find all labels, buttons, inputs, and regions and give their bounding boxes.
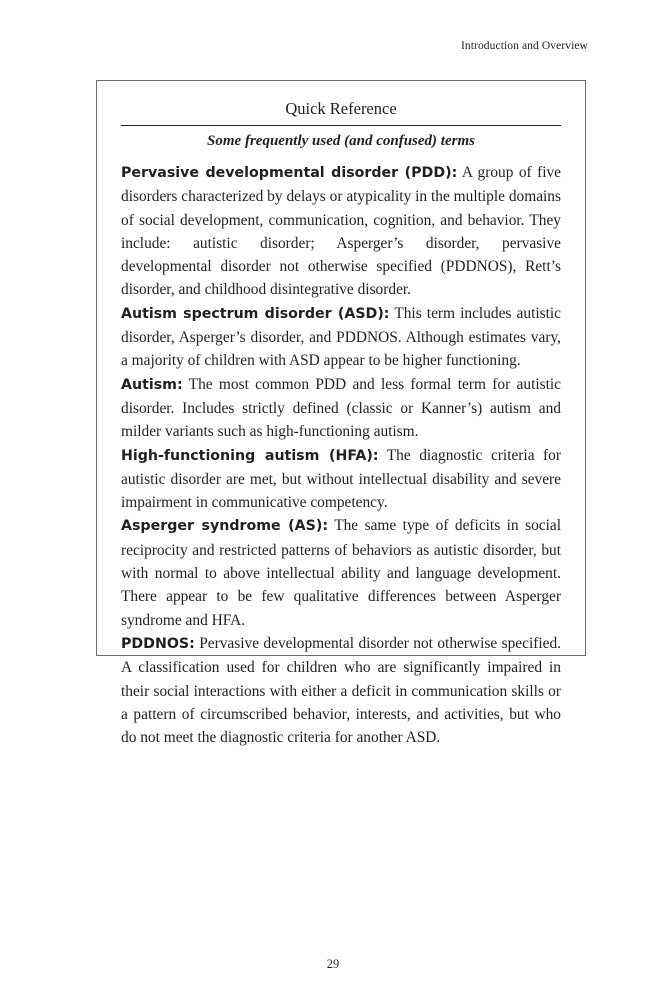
definition-hfa — [121, 444, 561, 515]
box-title: Quick Reference — [285, 99, 397, 118]
running-head: Introduction and Overview — [460, 40, 588, 52]
page-number: 29 — [326, 957, 340, 971]
definition-text-autism: The most common PDD and less formal term for autistic disorder. Includes strictly defined (classic or Kanner’s) autism and milder variants such as high-functioning autism. — [121, 375, 561, 441]
term-pddnos: PDDNOS: — [121, 635, 195, 652]
box-subtitle: Some frequently used (and confused) terms — [207, 133, 475, 149]
quick-reference-box — [96, 80, 586, 747]
term-pdd: Pervasive developmental disorder (PDD): — [121, 165, 458, 181]
definition-autism — [121, 373, 561, 444]
definition-as — [121, 514, 561, 631]
term-as: Asperger syndrome (AS): — [121, 518, 329, 535]
definition-asd — [121, 302, 561, 373]
definition-text-pddnos: Pervasive developmental disorder not otherwise specified. A classification used for children who are significantly impaired in their social interactions with either a deficit in communication skills or a pattern of circumscribed behavior, interests, and activities, but who do not meet the diagnostic criteria for another ASD. — [121, 634, 561, 747]
definition-pdd — [121, 161, 561, 302]
definition-text-hfa: The diagnostic criteria for autistic disorder are met, but without intellectual disability and severe impairment in communicative competency. — [121, 446, 561, 512]
title-rule — [121, 125, 561, 126]
definition-list — [121, 161, 561, 749]
term-asd: Autism spectrum disorder (ASD): — [121, 305, 390, 322]
definition-text-pdd: A group of five disorders characterized by delays or atypicality in the multiple domains of social development, communication, cognition, and behavior. They include: autistic disorder; Asperger’s disorder, pervasive developmental disorder not otherwise specified (PDDNOS), Rett’s disorder, and childhood disintegrative disorder. — [121, 164, 561, 299]
definition-pddnos — [121, 632, 561, 749]
term-hfa: High-functioning autism (HFA): — [121, 447, 379, 464]
definition-text-asd: This term includes autistic disorder, Asperger’s disorder, and PDDNOS. Although estimates vary, a majority of children with ASD appear to be higher functioning. — [121, 304, 561, 370]
definition-text-as: The same type of deficits in social reciprocity and restricted patterns of behaviors as autistic disorder, but with normal to above intellectual ability and language development. There appear to be few qualitative differences between Asperger syndrome and HFA. — [121, 517, 561, 629]
term-autism: Autism: — [121, 376, 183, 393]
